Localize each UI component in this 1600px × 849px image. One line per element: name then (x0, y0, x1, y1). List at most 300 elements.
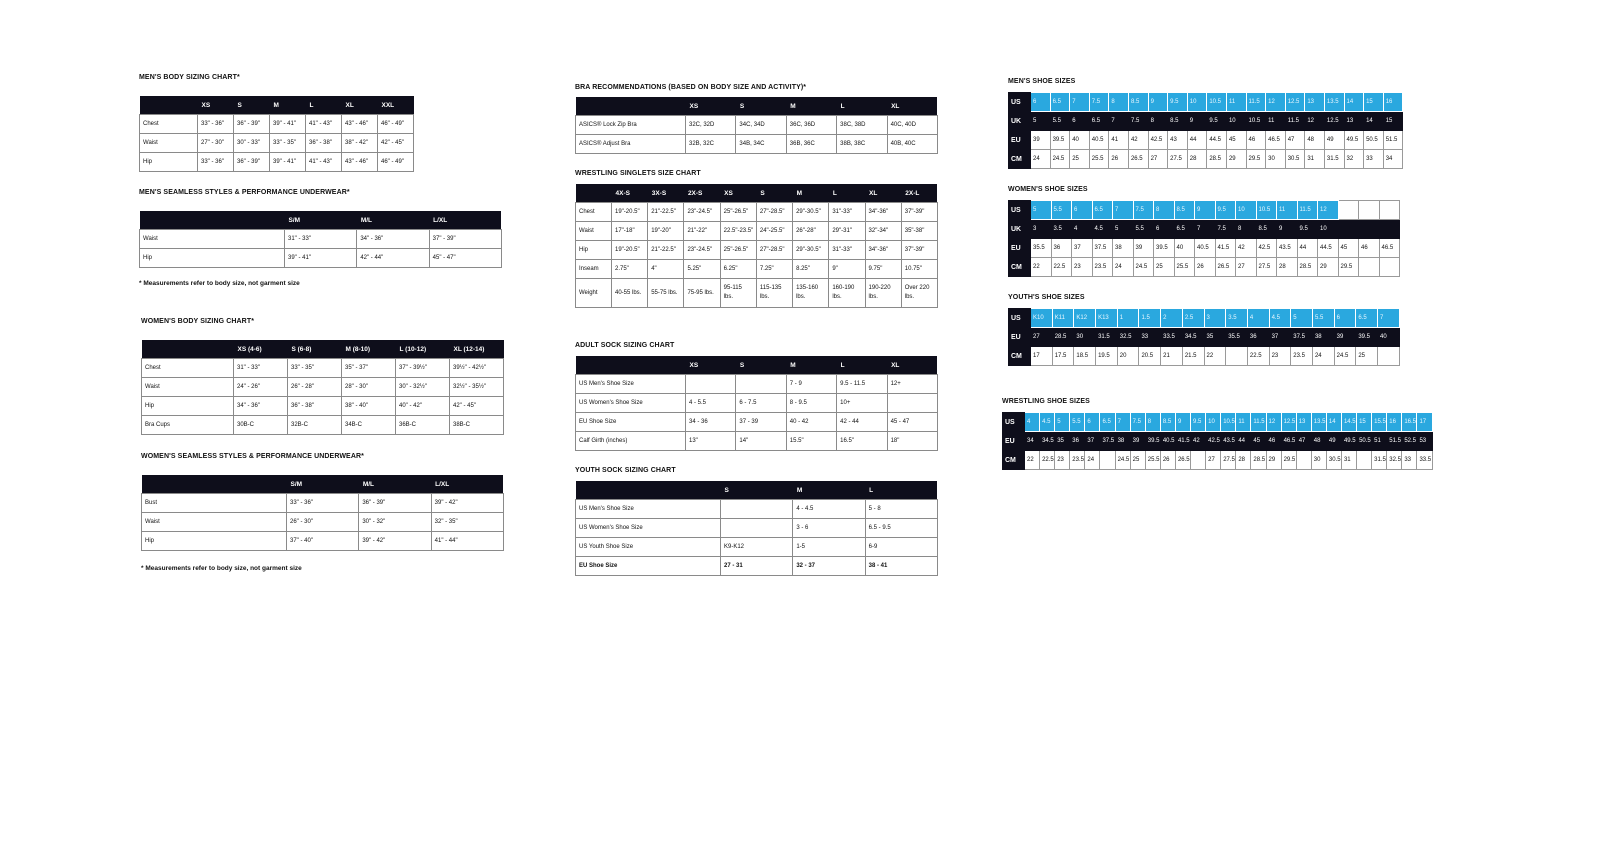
size-cell: 46 (1246, 131, 1266, 150)
size-system-label: CM (1003, 451, 1025, 470)
size-cell: 5 (1031, 112, 1051, 131)
size-cell: 28.5 (1251, 451, 1266, 470)
column-header: XL (887, 97, 937, 116)
size-cell: 23.5 (1070, 451, 1085, 470)
size-cell: 41.5 (1215, 239, 1236, 258)
size-cell: 1.5 (1139, 309, 1161, 328)
header-row (576, 356, 938, 375)
size-cell: 40 (1070, 131, 1090, 150)
table-cell: 21"-22" (684, 222, 720, 241)
table-cell: 36" - 39" (234, 115, 270, 134)
size-cell: 7.5 (1130, 413, 1145, 432)
table-cell: 36B-C (396, 416, 450, 435)
womens-seamless-title: WOMEN'S SEAMLESS STYLES & PERFORMANCE UNDERWEAR* (141, 453, 364, 460)
column-header (576, 97, 686, 116)
size-cell: 27.5 (1221, 451, 1236, 470)
size-system-label: EU (1009, 131, 1031, 150)
size-cell: 42.5 (1148, 131, 1168, 150)
size-cell: 12.5 (1324, 112, 1344, 131)
table-cell: 21"-22.5" (648, 203, 684, 222)
size-cell: 24.5 (1115, 451, 1130, 470)
size-cell: 8 (1145, 413, 1160, 432)
size-cell: 50.5 (1357, 432, 1372, 451)
table-cell: 37" - 39½" (396, 359, 450, 378)
table-cell: 46" - 49" (378, 153, 414, 172)
size-cell: 32.5 (1387, 451, 1402, 470)
size-cell: 23 (1269, 347, 1291, 366)
table-cell: 30" - 33" (234, 134, 270, 153)
size-cell: 8 (1109, 93, 1129, 112)
size-cell: 38 (1113, 239, 1134, 258)
size-cell: 34 (1025, 432, 1040, 451)
row-label: Hip (140, 249, 285, 268)
size-cell (1100, 451, 1115, 470)
size-cell: 44 (1187, 131, 1207, 150)
size-cell: 15.5 (1372, 413, 1387, 432)
table-cell: 18" (887, 432, 937, 451)
size-row-eu (1009, 328, 1400, 347)
table-cell: 36C, 36D (786, 116, 836, 135)
size-cell: 7.5 (1133, 201, 1154, 220)
size-system-label: EU (1003, 432, 1025, 451)
size-system-label: EU (1009, 239, 1031, 258)
column-header: L/XL (429, 211, 501, 230)
column-header: L (865, 481, 937, 500)
size-cell: 15 (1364, 93, 1384, 112)
size-cell: 39.5 (1145, 432, 1160, 451)
table-cell: 41" - 44" (431, 532, 503, 551)
size-cell: 39.5 (1154, 239, 1175, 258)
adult-sock-title: ADULT SOCK SIZING CHART (575, 342, 675, 349)
size-cell: 9.5 (1168, 93, 1188, 112)
size-cell: 7 (1070, 93, 1090, 112)
table-row (576, 241, 938, 260)
table-cell: 23"-24.5" (684, 241, 720, 260)
table-cell: 39½" - 42½" (450, 359, 504, 378)
table-cell: 37"-39" (901, 241, 937, 260)
table-cell: 9" (829, 260, 865, 279)
size-row-cm (1003, 451, 1433, 470)
size-cell: 27 (1148, 150, 1168, 169)
row-label: EU Shoe Size (576, 413, 686, 432)
row-label: Hip (576, 241, 612, 260)
column-header: S (234, 96, 270, 115)
size-system-label: UK (1009, 220, 1031, 239)
column-header (142, 340, 234, 359)
size-cell: 8 (1148, 112, 1168, 131)
table-cell: 22.5"-23.5" (720, 222, 756, 241)
table-cell: 34 - 36 (686, 413, 736, 432)
table-row (140, 230, 502, 249)
size-cell: 43.5 (1277, 239, 1298, 258)
adult-sock-table (575, 356, 937, 451)
table-row (576, 203, 938, 222)
size-cell: 42.5 (1206, 432, 1221, 451)
column-header: M (786, 356, 836, 375)
size-cell: 30 (1266, 150, 1286, 169)
table-cell: 25"-26.5" (720, 203, 756, 222)
size-cell: 31.5 (1096, 328, 1118, 347)
table-cell: 39" - 41" (270, 115, 306, 134)
column-header (140, 96, 198, 115)
table-cell: 29"-31" (829, 222, 865, 241)
mens-body-grid (139, 96, 414, 172)
size-cell: 1 (1117, 309, 1139, 328)
size-cell: 24.5 (1334, 347, 1356, 366)
row-label: Waist (140, 230, 285, 249)
size-cell: 46 (1266, 432, 1281, 451)
table-cell: 13" (686, 432, 736, 451)
size-cell: 17 (1417, 413, 1432, 432)
table-row (576, 116, 938, 135)
size-cell: 39.5 (1050, 131, 1070, 150)
header-row (576, 97, 938, 116)
table-cell: 23"-24.5" (684, 203, 720, 222)
table-cell: 6 - 7.5 (736, 394, 786, 413)
mens-seamless-note: * Measurements refer to body size, not garment size (139, 280, 300, 287)
size-cell: 7 (1195, 220, 1216, 239)
singlets-grid (575, 184, 938, 308)
table-cell: 37 - 39 (736, 413, 786, 432)
size-cell: 12.5 (1281, 413, 1296, 432)
table-cell: 30B-C (234, 416, 288, 435)
table-cell: 36" - 39" (359, 494, 431, 513)
size-cell: 28 (1277, 258, 1298, 277)
youth-sock-grid (575, 481, 938, 576)
mens-seamless-grid (139, 211, 502, 268)
size-cell: 6 (1031, 93, 1051, 112)
size-cell: 30.5 (1285, 150, 1305, 169)
table-cell: 33" - 35" (288, 359, 342, 378)
size-cell: 7 (1113, 201, 1134, 220)
size-cell (1357, 451, 1372, 470)
size-cell: 22.5 (1051, 258, 1072, 277)
column-header: 2X-L (901, 184, 937, 203)
table-cell: 35"-38" (901, 222, 937, 241)
size-cell: 12 (1318, 201, 1339, 220)
column-header: XS (686, 356, 736, 375)
size-cell: 26.5 (1215, 258, 1236, 277)
header-row (142, 475, 504, 494)
table-cell: 30" - 32" (359, 513, 431, 532)
table-cell: 36" - 38" (288, 397, 342, 416)
size-cell: 53 (1417, 432, 1432, 451)
header-row (576, 481, 938, 500)
size-row-cm (1009, 258, 1400, 277)
size-cell: 25 (1356, 347, 1378, 366)
adult-sock-grid (575, 356, 938, 451)
size-cell: 34.5 (1040, 432, 1055, 451)
table-cell: 9.75" (865, 260, 901, 279)
table-row (142, 359, 504, 378)
column-header: XL (12-14) (450, 340, 504, 359)
table-cell: 34" - 36" (234, 397, 288, 416)
table-cell: 45 - 47 (887, 413, 937, 432)
size-cell: 5.5 (1050, 112, 1070, 131)
size-cell: 31.5 (1324, 150, 1344, 169)
table-cell: 41" - 43" (306, 153, 342, 172)
size-cell: 36 (1051, 239, 1072, 258)
size-cell: 9 (1187, 112, 1207, 131)
row-label: Calf Girth (inches) (576, 432, 686, 451)
row-label: US Women's Shoe Size (576, 394, 686, 413)
size-cell: 47 (1285, 131, 1305, 150)
table-cell: 31" - 33" (285, 230, 357, 249)
table-row (142, 416, 504, 435)
size-cell: 9.5 (1207, 112, 1227, 131)
size-system-label: US (1009, 93, 1031, 112)
size-cell: 10.5 (1256, 201, 1277, 220)
size-system-label: CM (1009, 347, 1031, 366)
table-row (142, 513, 504, 532)
size-cell: 22 (1204, 347, 1226, 366)
size-cell: 5 (1113, 220, 1134, 239)
size-cell: 52.5 (1402, 432, 1417, 451)
size-cell: 51.5 (1387, 432, 1402, 451)
size-cell (1226, 347, 1248, 366)
size-cell (1359, 258, 1380, 277)
row-label: Hip (142, 397, 234, 416)
table-cell: 38C, 38D (837, 116, 887, 135)
size-cell: 34.5 (1182, 328, 1204, 347)
table-cell: 6.5 - 9.5 (865, 519, 937, 538)
table-row (576, 222, 938, 241)
table-row (140, 134, 414, 153)
size-cell: 23 (1055, 451, 1070, 470)
table-cell: 160-190 lbs. (829, 279, 865, 308)
column-header: M (270, 96, 306, 115)
size-cell (1359, 220, 1380, 239)
wrestling-shoe-grid (1002, 412, 1433, 470)
size-cell: 44.5 (1207, 131, 1227, 150)
size-row-eu (1003, 432, 1433, 451)
size-cell: 9.5 (1297, 220, 1318, 239)
size-cell: 49.5 (1341, 432, 1356, 451)
table-cell (721, 519, 793, 538)
size-row-cm (1009, 150, 1403, 169)
size-cell: 24.5 (1050, 150, 1070, 169)
size-cell: 8.5 (1256, 220, 1277, 239)
size-cell: 10.5 (1246, 112, 1266, 131)
table-cell: 40" - 42" (396, 397, 450, 416)
size-cell: 22.5 (1247, 347, 1269, 366)
row-label: Chest (140, 115, 198, 134)
table-row (142, 494, 504, 513)
size-cell: 5.5 (1070, 413, 1085, 432)
size-cell: 26 (1195, 258, 1216, 277)
column-header: 4X-S (612, 184, 648, 203)
womens-shoe-grid (1008, 200, 1400, 277)
table-cell: 10.75" (901, 260, 937, 279)
row-label: US Women's Shoe Size (576, 519, 721, 538)
table-cell: 190-220 lbs. (865, 279, 901, 308)
table-row (140, 115, 414, 134)
table-cell: 34"-36" (865, 241, 901, 260)
table-cell: 36" - 38" (306, 134, 342, 153)
size-cell: 6.5 (1050, 93, 1070, 112)
size-cell (1359, 201, 1380, 220)
size-cell: 33 (1364, 150, 1384, 169)
size-row-us (1003, 413, 1433, 432)
column-header: 2X-S (684, 184, 720, 203)
table-cell: 40C, 40D (887, 116, 937, 135)
size-cell: 32 (1344, 150, 1364, 169)
size-cell: 9.5 (1191, 413, 1206, 432)
size-cell: 11.5 (1285, 112, 1305, 131)
size-cell: 35 (1204, 328, 1226, 347)
table-cell: 27 - 31 (721, 557, 793, 576)
size-cell: K13 (1096, 309, 1118, 328)
column-header: S (756, 184, 792, 203)
size-cell: 29 (1266, 451, 1281, 470)
mens-seamless-title: MEN'S SEAMLESS STYLES & PERFORMANCE UNDERWEAR* (139, 189, 350, 196)
size-cell: 45 (1338, 239, 1359, 258)
size-system-label: EU (1009, 328, 1031, 347)
size-cell: 37.5 (1291, 328, 1313, 347)
table-cell: 32B-C (288, 416, 342, 435)
size-cell: 4.5 (1092, 220, 1113, 239)
table-cell: 37" - 39" (429, 230, 501, 249)
size-cell: 8.5 (1128, 93, 1148, 112)
size-cell: K12 (1074, 309, 1096, 328)
table-cell: 16.5" (837, 432, 887, 451)
table-row (576, 260, 938, 279)
mens-seamless-table (139, 211, 501, 268)
table-cell: 43" - 46" (342, 153, 378, 172)
womens-shoe-title: WOMEN'S SHOE SIZES (1008, 186, 1088, 193)
size-cell: 51.5 (1383, 131, 1403, 150)
size-cell: 4.5 (1269, 309, 1291, 328)
size-cell: 7 (1115, 413, 1130, 432)
size-cell: 7.5 (1215, 220, 1236, 239)
size-cell: 4 (1025, 413, 1040, 432)
size-cell: 35.5 (1226, 328, 1248, 347)
size-cell: 42.5 (1256, 239, 1277, 258)
size-cell: 16.5 (1402, 413, 1417, 432)
column-header: XL (865, 184, 901, 203)
size-cell: 35 (1055, 432, 1070, 451)
size-cell: 46.5 (1281, 432, 1296, 451)
column-header (576, 184, 612, 203)
size-cell: 16 (1387, 413, 1402, 432)
header-row (140, 96, 414, 115)
table-cell: 38 - 41 (865, 557, 937, 576)
table-cell: 32B, 32C (686, 135, 736, 154)
column-header: L/XL (431, 475, 503, 494)
table-cell (887, 394, 937, 413)
size-cell: 9 (1175, 413, 1190, 432)
size-cell: 31 (1341, 451, 1356, 470)
size-cell: 46.5 (1266, 131, 1286, 150)
table-cell (736, 375, 786, 394)
size-cell: 7 (1109, 112, 1129, 131)
row-label: US Youth Shoe Size (576, 538, 721, 557)
table-cell: 55-75 lbs. (648, 279, 684, 308)
size-cell: 11.5 (1246, 93, 1266, 112)
size-cell: 49 (1324, 131, 1344, 150)
column-header: S (6-8) (288, 340, 342, 359)
table-row (576, 432, 938, 451)
row-label: Inseam (576, 260, 612, 279)
size-system-label: US (1003, 413, 1025, 432)
column-header: XS (720, 184, 756, 203)
size-cell: 31 (1305, 150, 1325, 169)
size-cell: 37 (1072, 239, 1093, 258)
table-cell: 39" - 41" (270, 153, 306, 172)
womens-seamless-note: * Measurements refer to body size, not garment size (141, 565, 302, 572)
size-cell: 3.5 (1226, 309, 1248, 328)
table-cell: 43" - 46" (342, 115, 378, 134)
size-cell: 9 (1277, 220, 1298, 239)
size-cell: 36 (1070, 432, 1085, 451)
size-cell: 20 (1117, 347, 1139, 366)
size-cell: 26 (1160, 451, 1175, 470)
table-row (576, 135, 938, 154)
size-cell: 40 (1174, 239, 1195, 258)
size-cell: 27 (1031, 328, 1053, 347)
size-cell: 7 (1378, 309, 1400, 328)
table-cell: 39" - 42" (359, 532, 431, 551)
table-row (576, 500, 938, 519)
size-cell: 42 (1236, 239, 1257, 258)
table-cell (686, 375, 736, 394)
size-cell: 4 (1247, 309, 1269, 328)
table-cell: 9.5 - 11.5 (837, 375, 887, 394)
row-label: Hip (142, 532, 287, 551)
size-cell: 39 (1130, 432, 1145, 451)
table-cell: 1-5 (793, 538, 865, 557)
row-label: Chest (576, 203, 612, 222)
size-cell: 11 (1236, 413, 1251, 432)
size-cell: 8.5 (1174, 201, 1195, 220)
column-header: XL (887, 356, 937, 375)
singlets-table (575, 184, 937, 308)
column-header: S (721, 481, 793, 500)
size-cell: 11 (1226, 93, 1246, 112)
youth-sock-table (575, 481, 937, 576)
size-cell: 49 (1326, 432, 1341, 451)
row-label: Hip (140, 153, 198, 172)
column-header: L (306, 96, 342, 115)
size-cell: 49.5 (1344, 131, 1364, 150)
column-header: L (10-12) (396, 340, 450, 359)
size-cell: 11.5 (1251, 413, 1266, 432)
row-label: Waist (140, 134, 198, 153)
table-cell: 42" - 45" (378, 134, 414, 153)
table-cell: 27" - 30" (198, 134, 234, 153)
mens-shoe-grid (1008, 92, 1403, 169)
size-cell: 6 (1334, 309, 1356, 328)
size-cell: 20.5 (1139, 347, 1161, 366)
size-cell: 30.5 (1326, 451, 1341, 470)
size-cell: 6.5 (1174, 220, 1195, 239)
column-header: XS (686, 97, 736, 116)
size-cell: 13.5 (1324, 93, 1344, 112)
table-cell: 38B, 38C (837, 135, 887, 154)
table-cell: 34B-C (342, 416, 396, 435)
table-row (576, 538, 938, 557)
table-cell: 39" - 42" (431, 494, 503, 513)
size-cell: 6 (1085, 413, 1100, 432)
size-system-label: UK (1009, 112, 1031, 131)
size-cell: 12 (1266, 413, 1281, 432)
size-cell: 36 (1247, 328, 1269, 347)
womens-shoe-table (1008, 200, 1400, 277)
size-cell: 7.5 (1128, 112, 1148, 131)
table-cell: 26" - 30" (287, 513, 359, 532)
size-cell: 29 (1318, 258, 1339, 277)
size-cell: 24 (1085, 451, 1100, 470)
